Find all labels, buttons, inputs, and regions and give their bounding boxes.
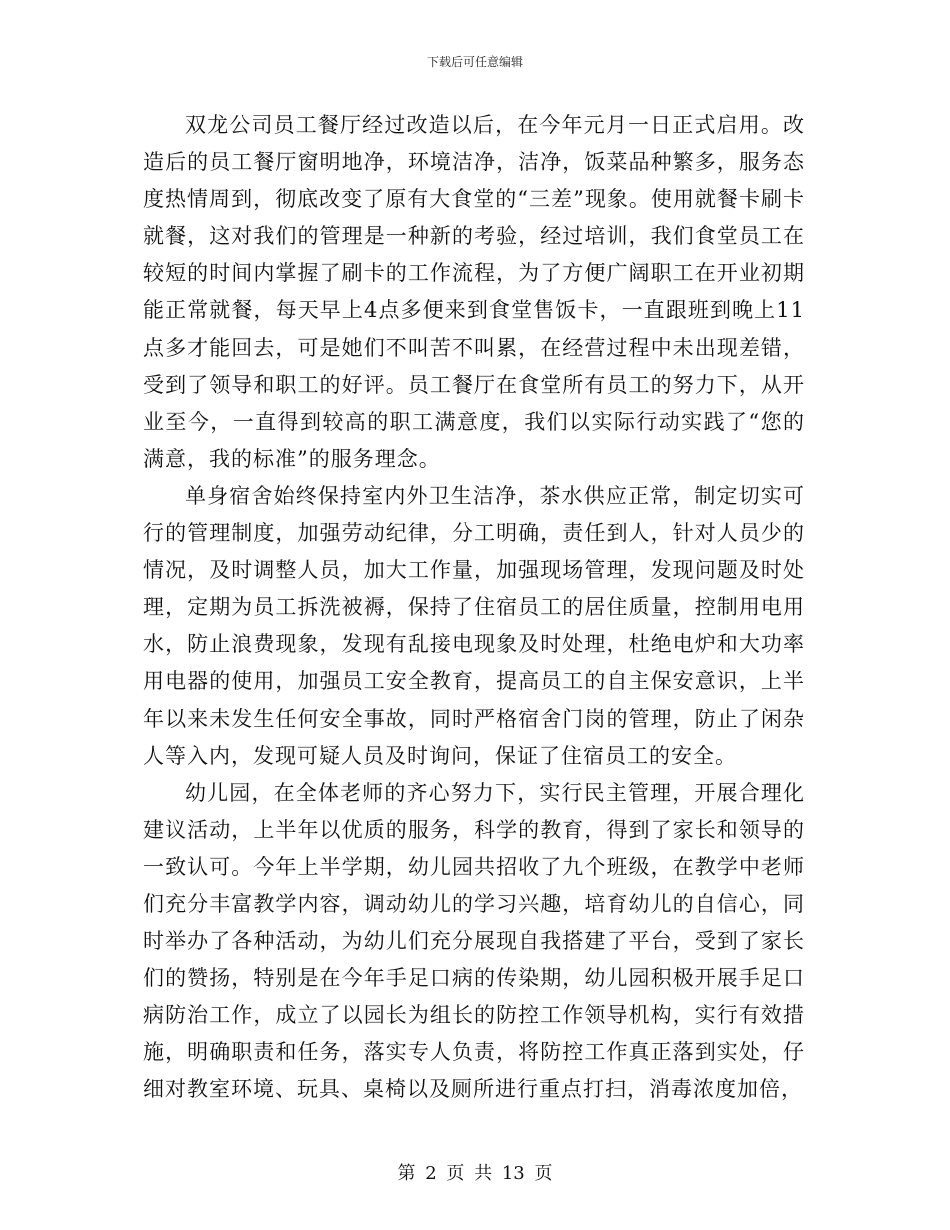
- paragraph-canteen: 双龙公司员工餐厅经过改造以后，在今年元月一日正式启用。改造后的员工餐厅窗明地净，环境洁净，洁净，饭菜品种繁多，服务态度热情周到，彻底改变了原有大食堂的“三差”现象。使用就餐卡刷卡就餐，这对我们的管理是一种新的考验，经过培训，我们食堂员工在较短的时间内掌握了刷卡的工作流程，为了方便广阔职工在开业初期能正常就餐，每天早上4点多便来到食堂售饭卡，一直跟班到晚上11点多才能回去，可是她们不叫苦不叫累，在经营过程中未出现差错，受到了领导和职工的好评。员工餐厅在食堂所有员工的努力下，从开业至今，一直得到较高的职工满意度，我们以实际行动实践了“您的满意，我的标准”的服务理念。: [143, 113, 805, 471]
- paragraph-dormitory: 单身宿舍始终保持室内外卫生洁净，茶水供应正常，制定切实可行的管理制度，加强劳动纪律，分工明确，责任到人，针对人员少的情况，及时调整人员，加大工作量，加强现场管理，发现问题及时处理，定期为员工拆洗被褥，保持了住宿员工的居住质量，控制用电用水，防止浪费现象，发现有乱接电现象及时处理，杜绝电炉和大功率用电器的使用，加强员工安全教育，提高员工的自主保安意识，上半年以来未发生任何安全事故，同时严格宿舍门岗的管理，防止了闲杂人等入内，发现可疑人员及时询问，保证了住宿员工的安全。: [143, 483, 805, 768]
- paragraph-kindergarten: 幼儿园，在全体老师的齐心努力下，实行民主管理，开展合理化建议活动，上半年以优质的服务，科学的教育，得到了家长和领导的一致认可。今年上半学期，幼儿园共招收了九个班级，在教学中老师们充分丰富教学内容，调动幼儿的学习兴趣，培育幼儿的自信心，同时举办了各种活动，为幼儿们充分展现自我搭建了平台，受到了家长们的赞扬，特别是在今年手足口病的传染期，幼儿园积极开展手足口病防治工作，成立了以园长为组长的防控工作领导机构，实行有效措施，明确职责和任务，落实专人负责，将防控工作真正落到实处，仔细对教室环境、玩具、桌椅以及厕所进行重点打扫，消毒浓度加倍，: [143, 780, 805, 1102]
- page-header: 下载后可任意编辑: [426, 55, 523, 69]
- page-number-footer: 第 2 页 共 13 页: [397, 1163, 553, 1184]
- document-body: [143, 107, 805, 1109]
